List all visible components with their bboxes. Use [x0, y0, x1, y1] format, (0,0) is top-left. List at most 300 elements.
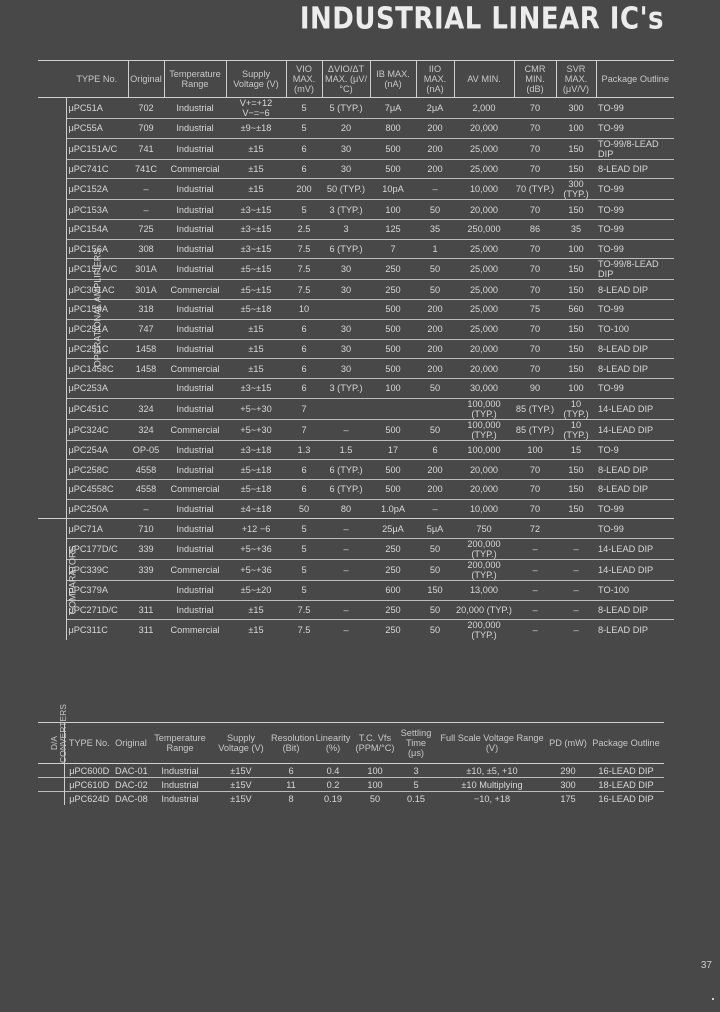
dac-cell: Industrial [148, 792, 212, 806]
table-cell: ±15 [226, 159, 286, 179]
table-cell: 6 (TYP.) [322, 460, 370, 480]
table-cell: 500 [370, 319, 416, 339]
table-cell: 2.5 [286, 220, 322, 240]
table-row [38, 581, 674, 601]
table-cell: +5~+36 [226, 539, 286, 560]
table-cell: – [556, 620, 596, 641]
table-cell: 5μA [416, 519, 454, 539]
table-cell: – [514, 620, 556, 641]
dac-cell: 6 [270, 764, 312, 778]
table-cell: 324 [128, 398, 164, 419]
table-cell: ±3~±18 [226, 440, 286, 460]
table-cell: 70 (TYP.) [514, 179, 556, 200]
dac-cell: 300 [548, 778, 588, 792]
table-cell: 311 [128, 620, 164, 641]
table-cell: 150 [556, 259, 596, 280]
table-cell: 301A [128, 280, 164, 300]
table-row [38, 419, 674, 440]
group-label: COMPARATORS [67, 545, 78, 615]
table-cell: TO-99 [598, 103, 624, 113]
table-cell: 25,000 [454, 138, 514, 159]
table-row [38, 280, 674, 300]
table-cell: 85 (TYP.) [514, 419, 556, 440]
table-cell: ±5~±18 [226, 460, 286, 480]
table-cell: 50 [416, 280, 454, 300]
table-cell: 150 [416, 581, 454, 601]
table-cell: – [514, 600, 556, 620]
table-cell: 1458 [128, 339, 164, 359]
table-cell: 30 [322, 339, 370, 359]
dac-cell: ±15V [212, 778, 270, 792]
dac-row [38, 792, 664, 806]
table-cell: TO-99/8-LEAD DIP [596, 259, 674, 280]
table-cell: 200 [416, 359, 454, 379]
table-cell: 5 (TYP.) [329, 103, 363, 113]
table-cell: ±15 [226, 138, 286, 159]
table-cell: TO-100 [596, 581, 674, 601]
dac-col-type: TYPE No. [64, 723, 114, 764]
col-svr: SVR MAX. (μV/V) [556, 61, 596, 98]
table-cell: 725 [128, 220, 164, 240]
table-cell [322, 300, 370, 320]
table-cell: – [556, 600, 596, 620]
table-cell: ±15 [226, 359, 286, 379]
table-cell: 200 [416, 138, 454, 159]
table-cell: 10,000 [454, 499, 514, 519]
table-cell: – [556, 560, 596, 581]
type-no-cell: μPC301AC [66, 280, 128, 300]
table-cell: – [128, 200, 164, 220]
table-row [38, 339, 674, 359]
table-cell: TO-99 [596, 119, 674, 139]
table-cell: – [322, 419, 370, 440]
table-cell: 75 [514, 300, 556, 320]
table-cell: 6 [286, 159, 322, 179]
table-cell: 150 [556, 319, 596, 339]
table-cell: 14-LEAD DIP [596, 560, 674, 581]
table-cell: 7 [286, 419, 322, 440]
table-cell: 50 [416, 620, 454, 641]
dac-group-label: D/A CONVERTERS [49, 704, 68, 763]
dac-col-resolution: Resolution (Bit) [270, 723, 312, 764]
table-cell [556, 519, 596, 539]
table-cell: 10 (TYP.) [556, 419, 596, 440]
table-cell: 2,000 [472, 103, 496, 113]
table-cell: 500 [370, 300, 416, 320]
table-cell: 70 [514, 460, 556, 480]
table-row [38, 119, 674, 139]
table-cell: TO-99 [596, 300, 674, 320]
table-cell: 7.5 [286, 280, 322, 300]
dac-cell: 18-LEAD DIP [588, 778, 664, 792]
table-cell: TO-9 [596, 440, 674, 460]
table-cell: 200 [416, 319, 454, 339]
table-cell: ±5~±15 [226, 259, 286, 280]
table-cell: 70 [514, 239, 556, 259]
table-cell: 250 [370, 259, 416, 280]
table-cell: 50 (TYP.) [322, 179, 370, 200]
table-cell: 8-LEAD DIP [596, 280, 674, 300]
table-cell: 25,000 [454, 159, 514, 179]
dac-cell: DAC-08 [115, 793, 148, 804]
table-cell: 35 [416, 220, 454, 240]
table-cell: 7 [286, 398, 322, 419]
table-cell: Industrial [164, 259, 226, 280]
table-row [38, 359, 674, 379]
table-cell: 311 [128, 600, 164, 620]
table-cell: 70 [514, 280, 556, 300]
table-cell: 150 [556, 499, 596, 519]
table-cell: 150 [556, 479, 596, 499]
type-no-cell: μPC324C [66, 419, 128, 440]
dac-cell: 16-LEAD DIP [588, 764, 664, 778]
table-cell: 6 [286, 319, 322, 339]
table-cell: TO-100 [596, 319, 674, 339]
table-cell: 560 [556, 300, 596, 320]
table-cell: Industrial [164, 300, 226, 320]
table-cell [370, 398, 416, 419]
table-cell: 5 [286, 519, 322, 539]
dac-cell: DAC-02 [115, 779, 148, 790]
table-cell: 339 [128, 560, 164, 581]
dac-col-supply: Supply Voltage (V) [212, 723, 270, 764]
table-cell: 30 [322, 159, 370, 179]
table-cell: 8-LEAD DIP [596, 359, 674, 379]
table-cell: 10 (TYP.) [556, 398, 596, 419]
table-cell: 70 [514, 359, 556, 379]
table-cell: 301A [128, 259, 164, 280]
table-cell: Industrial [164, 339, 226, 359]
table-cell: 100,000 (TYP.) [454, 419, 514, 440]
table-cell: Commercial [164, 159, 226, 179]
table-cell: 25μA [370, 519, 416, 539]
table-cell: Commercial [164, 479, 226, 499]
dac-type-cell: μPC610D [64, 778, 114, 792]
table-cell: 1.5 [322, 440, 370, 460]
table-cell: ±5~±18 [226, 479, 286, 499]
table-cell: Commercial [164, 419, 226, 440]
type-no-cell: μPC339C [66, 560, 128, 581]
dac-col-tc: T.C. Vfs (PPM/°C) [354, 723, 396, 764]
table-cell: 125 [370, 220, 416, 240]
table-cell: ±5~±15 [226, 280, 286, 300]
table-cell: 50 [416, 539, 454, 560]
table-cell: ±3~±15 [226, 378, 286, 398]
table-cell: ±3~±15 [226, 239, 286, 259]
table-cell: ±3~±15 [226, 220, 286, 240]
table-cell: 500 [370, 419, 416, 440]
table-cell: TO-99 [596, 220, 674, 240]
table-cell: Industrial [164, 119, 226, 139]
table-cell: ±5~±20 [226, 581, 286, 601]
type-no-cell: μPC153A [66, 200, 128, 220]
table-cell: 35 [556, 220, 596, 240]
table-cell: TO-99 [596, 378, 674, 398]
table-cell: +5~+36 [226, 560, 286, 581]
table-cell: – [322, 539, 370, 560]
table-cell: 324 [128, 419, 164, 440]
table-cell: 150 [556, 138, 596, 159]
table-cell: 150 [556, 339, 596, 359]
table-cell: Industrial [164, 200, 226, 220]
table-cell: 250 [370, 539, 416, 560]
col-supply: Supply Voltage (V) [226, 61, 286, 98]
table-cell: 200 [416, 119, 454, 139]
table-cell: 7μA [384, 103, 402, 113]
type-no-cell: μPC379A [66, 581, 128, 601]
table-cell: 200 [416, 460, 454, 480]
table-cell [128, 581, 164, 601]
dac-col-linearity: Linearity (%) [312, 723, 354, 764]
table-cell: 500 [370, 159, 416, 179]
table-cell: – [514, 581, 556, 601]
table-row [38, 300, 674, 320]
dac-type-cell: μPC600D [64, 764, 114, 778]
dac-cell: DAC-01 [115, 765, 148, 776]
table-cell: TO-99/8-LEAD DIP [596, 138, 674, 159]
dac-cell: ±15V [212, 764, 270, 778]
table-cell: 318 [128, 300, 164, 320]
table-row [38, 138, 674, 159]
col-original: Original [128, 61, 164, 98]
table-cell: 90 [514, 378, 556, 398]
table-cell: 250 [370, 560, 416, 581]
table-row [38, 499, 674, 519]
table-cell [128, 378, 164, 398]
type-no-cell: μPC251A [66, 319, 128, 339]
table-cell: 20,000 [454, 200, 514, 220]
type-no-cell: μPC55A [66, 119, 128, 139]
table-cell: 250 [370, 620, 416, 641]
table-cell: Industrial [164, 581, 226, 601]
dac-col-temp: Temperature Range [148, 723, 212, 764]
table-cell: 150 [556, 200, 596, 220]
dac-col-original: Original [114, 723, 148, 764]
table-cell: 5 [286, 119, 322, 139]
table-cell: ±4~±18 [226, 499, 286, 519]
table-cell: 5 [286, 560, 322, 581]
table-cell: – [128, 499, 164, 519]
table-cell: 14-LEAD DIP [596, 419, 674, 440]
table-cell: 300 (TYP.) [556, 179, 596, 200]
table-cell: – [322, 620, 370, 641]
col-cmr: CMR MIN. (dB) [514, 61, 556, 98]
table-cell: 50 [416, 378, 454, 398]
table-cell: 200 [416, 300, 454, 320]
table-cell: – [556, 539, 596, 560]
table-row [38, 319, 674, 339]
dac-row [38, 764, 664, 778]
table-cell: 50 [416, 200, 454, 220]
table-cell: 20,000 [454, 119, 514, 139]
table-row [38, 239, 674, 259]
type-no-cell: μPC51A [68, 103, 103, 113]
table-cell: 7.5 [286, 600, 322, 620]
table-cell: 6 (TYP.) [322, 479, 370, 499]
table-cell: ±15 [226, 620, 286, 641]
table-cell: 6 (TYP.) [322, 239, 370, 259]
table-cell: 200,000 (TYP.) [454, 620, 514, 641]
dac-table [38, 704, 664, 805]
table-row [38, 398, 674, 419]
table-cell: 747 [128, 319, 164, 339]
table-cell: 500 [370, 339, 416, 359]
table-cell: 6 [286, 339, 322, 359]
table-cell [416, 398, 454, 419]
corner-dot [712, 998, 714, 1000]
table-cell: 70 [514, 479, 556, 499]
table-cell: 85 (TYP.) [514, 398, 556, 419]
table-cell: 6 [286, 138, 322, 159]
table-cell: 3 (TYP.) [322, 378, 370, 398]
table-cell: ±9~±18 [226, 119, 286, 139]
page-number: 37 [700, 960, 712, 971]
table-cell: 8-LEAD DIP [596, 620, 674, 641]
table-cell: Industrial [164, 179, 226, 200]
table-cell: – [322, 600, 370, 620]
table-cell: Industrial [164, 600, 226, 620]
group-comparators [38, 519, 78, 641]
table-cell: 2μA [426, 103, 444, 113]
table-cell: 86 [514, 220, 556, 240]
table-cell: 5 [286, 200, 322, 220]
dac-cell: 5 [396, 778, 436, 792]
table-cell: Industrial [164, 378, 226, 398]
col-package: Package Outline [596, 61, 674, 98]
col-temperature: Temperature Range [164, 61, 226, 98]
table-cell: 20,000 (TYP.) [454, 600, 514, 620]
table-cell: 70 [514, 159, 556, 179]
table-cell: 800 [370, 119, 416, 139]
table-cell: 70 [514, 319, 556, 339]
table-row [38, 479, 674, 499]
table-cell: 70 [514, 259, 556, 280]
table-row [38, 378, 674, 398]
table-cell: 6 [416, 440, 454, 460]
table-cell: 500 [370, 479, 416, 499]
dac-cell: 0.15 [396, 792, 436, 806]
table-cell: 100 [370, 200, 416, 220]
type-no-cell: μPC451C [66, 398, 128, 419]
table-row [38, 200, 674, 220]
table-cell: 20,000 [454, 479, 514, 499]
table-cell: 150 [556, 280, 596, 300]
table-cell: 300 [568, 103, 584, 113]
table-cell: +5~+30 [226, 419, 286, 440]
table-cell: 250 [370, 280, 416, 300]
dac-cell: −10, +18 [436, 792, 548, 806]
table-cell: 200 [416, 159, 454, 179]
table-row [38, 220, 674, 240]
col-vio: VIO MAX. (mV) [286, 61, 322, 98]
dac-type-cell: μPC624D [64, 792, 114, 806]
table-cell: Industrial [164, 440, 226, 460]
table-cell: 70 [514, 499, 556, 519]
type-no-cell: μPC251C [66, 339, 128, 359]
table-cell: 150 [556, 460, 596, 480]
table-cell: Industrial [164, 239, 226, 259]
type-no-cell: μPC151A/C [66, 138, 128, 159]
table-cell: 50 [416, 600, 454, 620]
table-row [38, 179, 674, 200]
table-cell: 150 [556, 359, 596, 379]
table-cell: 8-LEAD DIP [596, 600, 674, 620]
table-cell: 20 [322, 119, 370, 139]
dac-cell: ±10 Multiplying [436, 778, 548, 792]
table-cell: TO-99 [596, 179, 674, 200]
table-cell: 70 [529, 103, 541, 113]
dac-cell: 290 [548, 764, 588, 778]
table-cell: 1.3 [286, 440, 322, 460]
type-no-cell: μPC253A [66, 378, 128, 398]
table-cell: 17 [370, 440, 416, 460]
type-no-cell: μPC156A [66, 239, 128, 259]
table-cell: 25,000 [454, 300, 514, 320]
dac-cell: 50 [354, 792, 396, 806]
table-row [38, 440, 674, 460]
table-cell: 20,000 [454, 359, 514, 379]
table-cell: 13,000 [454, 581, 514, 601]
dac-cell: 100 [354, 764, 396, 778]
table-cell: 50 [416, 259, 454, 280]
table-cell: 308 [128, 239, 164, 259]
table-cell: 10,000 [454, 179, 514, 200]
table-cell [322, 581, 370, 601]
table-cell: 30 [322, 359, 370, 379]
dac-row [38, 778, 664, 792]
table-cell: 3 [322, 220, 370, 240]
table-cell: 600 [370, 581, 416, 601]
table-cell: 7.5 [286, 620, 322, 641]
type-no-cell: μPC254A [66, 440, 128, 460]
table-cell: 741 [128, 138, 164, 159]
table-cell: TO-99 [596, 239, 674, 259]
table-cell: 3 (TYP.) [322, 200, 370, 220]
table-cell: Industrial [164, 519, 226, 539]
table-row [38, 259, 674, 280]
dac-cell: Industrial [148, 764, 212, 778]
table-cell: 4558 [128, 460, 164, 480]
col-iio: IIO MAX. (nA) [416, 61, 454, 98]
type-no-cell: μPC152A [66, 179, 128, 200]
table-cell: ±5~±18 [226, 300, 286, 320]
table-row [38, 539, 674, 560]
dac-cell: 8 [270, 792, 312, 806]
table-cell: Commercial [164, 280, 226, 300]
table-cell: 1458 [128, 359, 164, 379]
dac-cell: 175 [548, 792, 588, 806]
table-cell: 20,000 [454, 460, 514, 480]
table-cell: +12 −6 [226, 519, 286, 539]
table-row [38, 519, 674, 539]
dac-cell: 0.2 [312, 778, 354, 792]
table-cell: – [416, 499, 454, 519]
table-row [38, 98, 674, 119]
table-cell: 100 [370, 378, 416, 398]
table-cell: +5~+30 [226, 398, 286, 419]
table-cell: 8-LEAD DIP [596, 159, 674, 179]
table-cell: ±15 [226, 339, 286, 359]
table-cell: ±15 [226, 179, 286, 200]
type-no-cell: μPC154A [66, 220, 128, 240]
table-cell: 339 [128, 539, 164, 560]
type-no-cell: μPC157A/C [66, 259, 128, 280]
table-cell: 6 [286, 378, 322, 398]
table-cell: 70 [514, 339, 556, 359]
table-cell: 7.5 [286, 259, 322, 280]
table-cell: 750 [454, 519, 514, 539]
table-cell: 1 [416, 239, 454, 259]
